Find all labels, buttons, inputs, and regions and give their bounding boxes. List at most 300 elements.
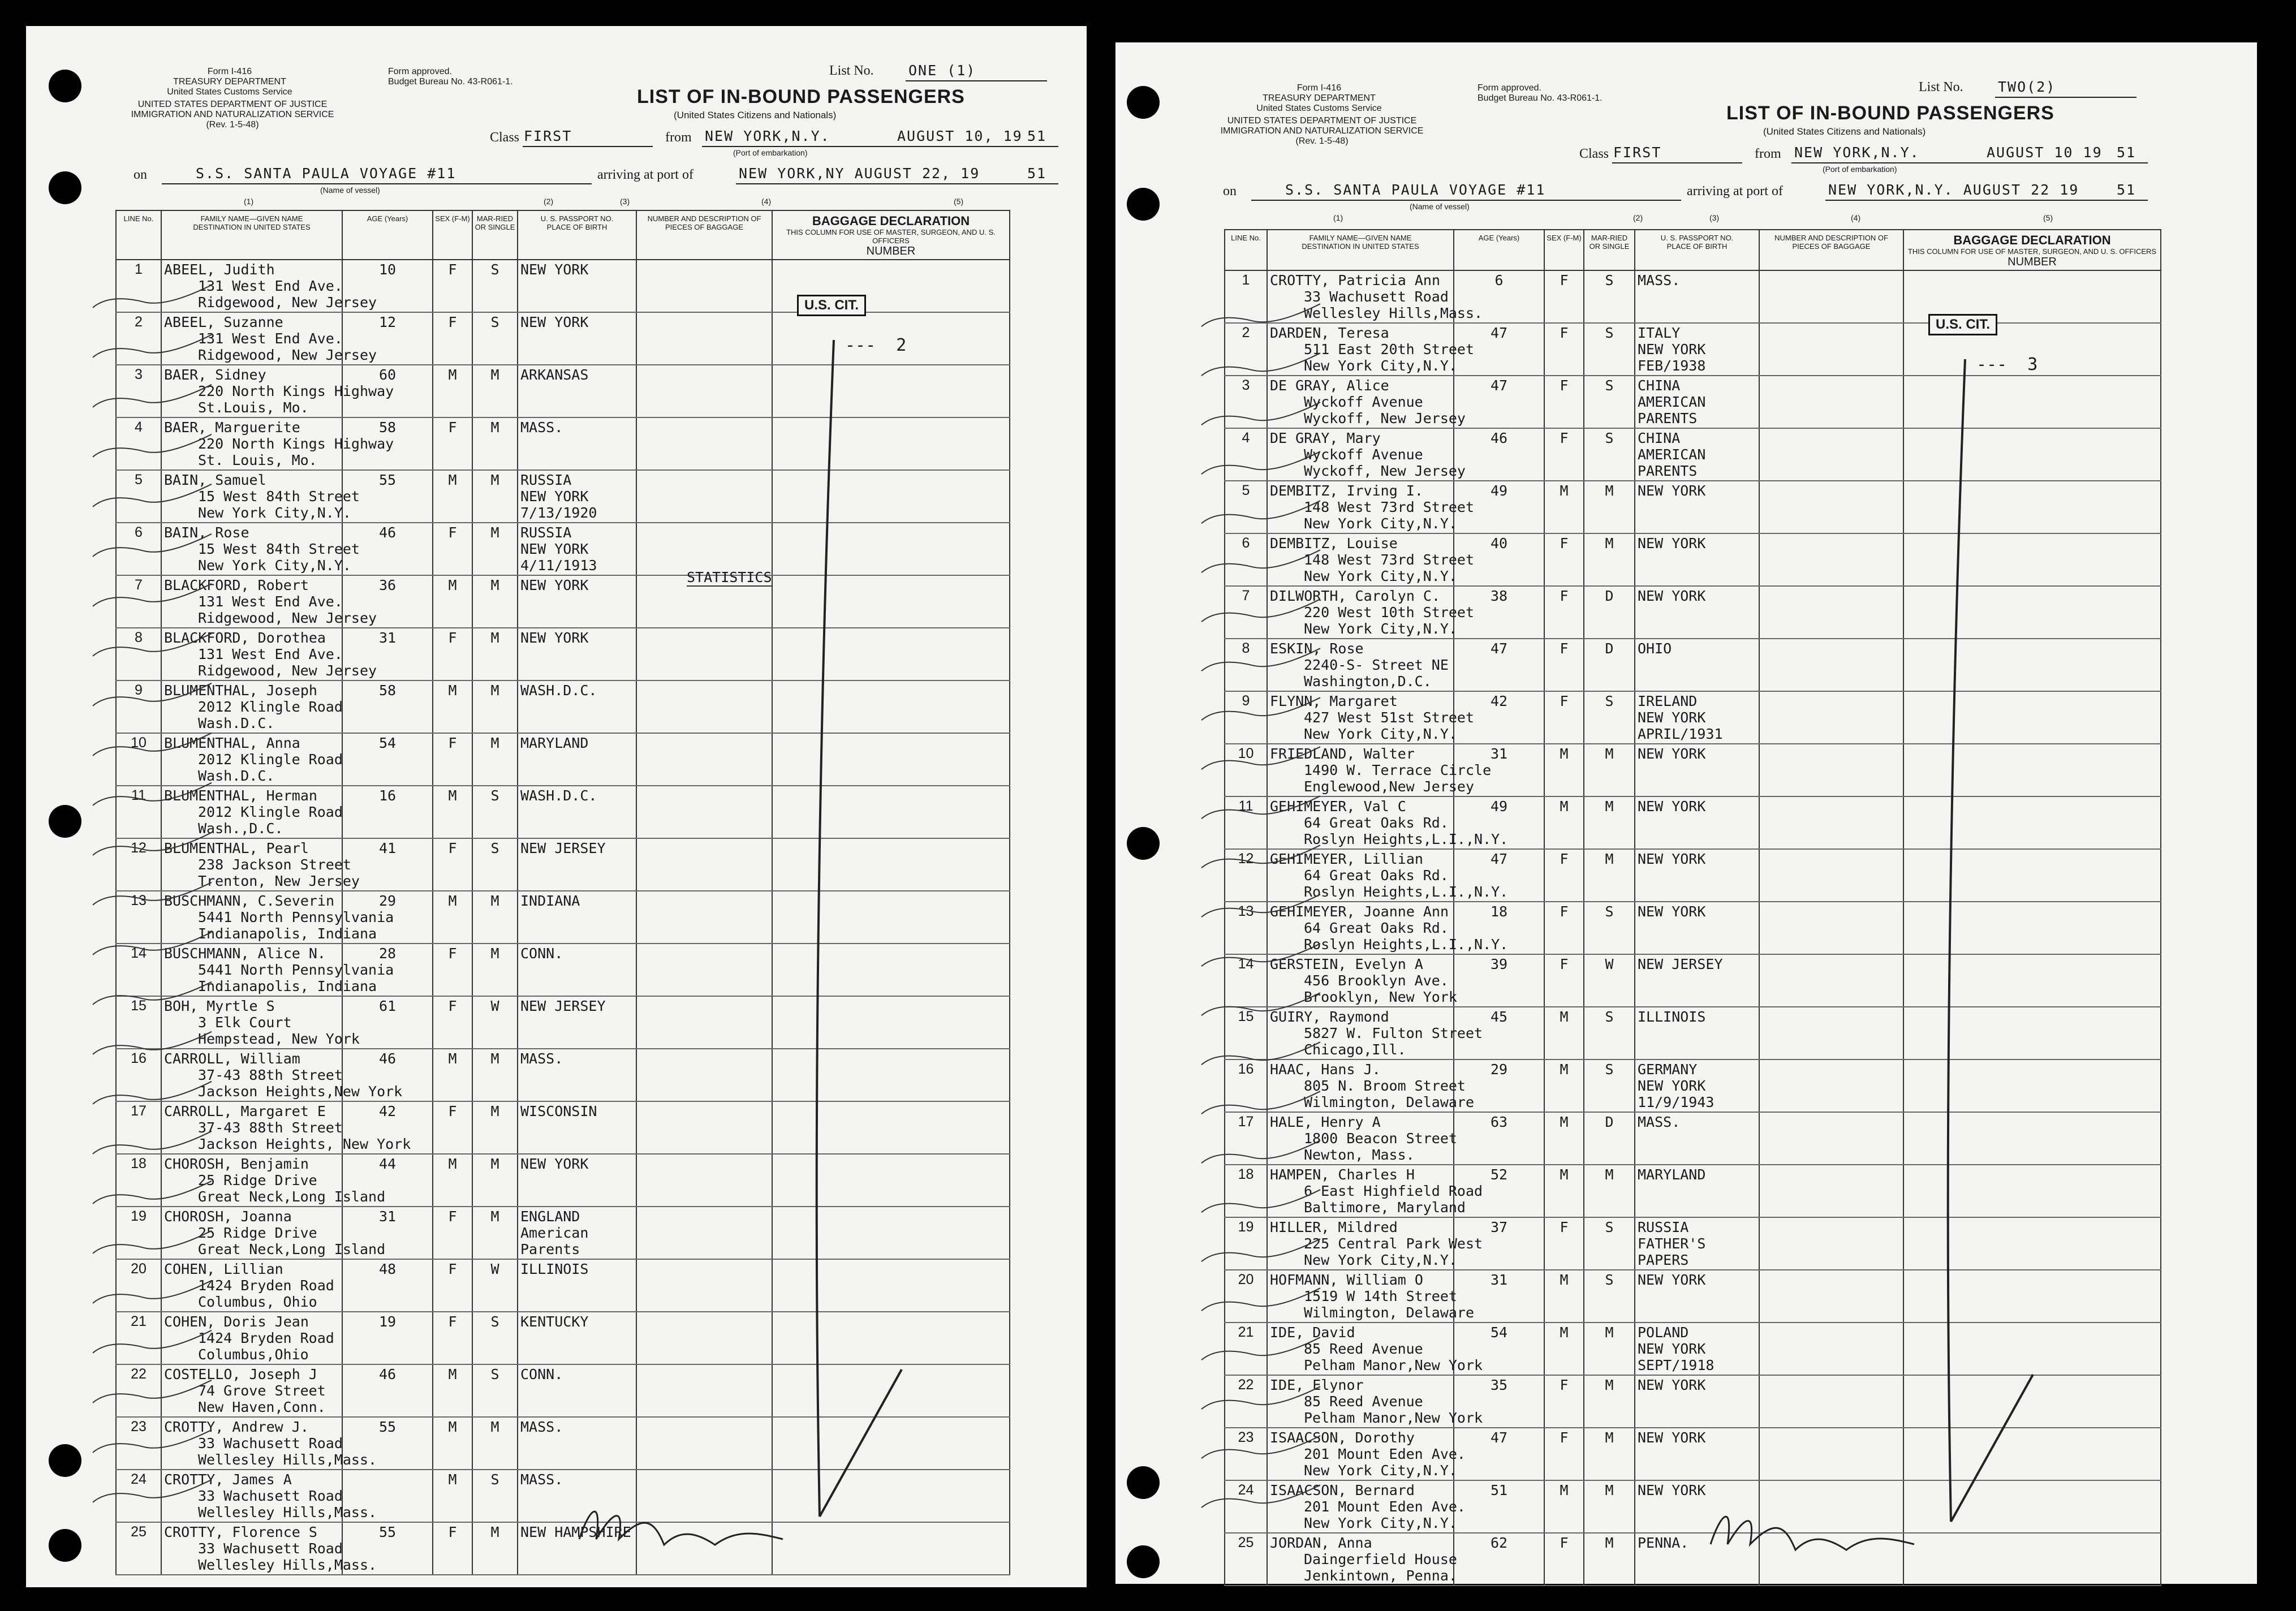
column-number-4: (4) (1851, 213, 1861, 222)
form-id-block (156, 67, 303, 97)
baggage-cell (1759, 691, 1903, 744)
sex-cell: F (433, 1101, 472, 1154)
address-city: Roslyn Heights,L.I.,N.Y. (1304, 884, 1509, 900)
sex-cell: F (1544, 323, 1584, 376)
marital-status-cell: M (472, 1522, 518, 1575)
sex-cell: M (1544, 1165, 1584, 1217)
sex-cell: M (433, 1364, 472, 1417)
marital-status-cell: M (472, 523, 518, 575)
line-number: 12 (116, 838, 161, 891)
departure-date: AUGUST 10, 19 (897, 128, 1023, 144)
birthplace-cell: NEW YORK (518, 1154, 636, 1207)
binder-hole (1127, 1466, 1160, 1499)
passenger-row (1225, 796, 2161, 849)
baggage-cell (636, 1470, 772, 1522)
passenger-row (116, 1364, 1010, 1417)
declaration-number: NUMBER (2008, 256, 2057, 268)
baggage-cell (636, 1049, 772, 1101)
name-destination-cell (1267, 376, 1466, 428)
arrival-line (736, 183, 1058, 184)
baggage-cell (1759, 639, 1903, 691)
declaration-cell (772, 1417, 1010, 1470)
line-number: 10 (116, 733, 161, 786)
address-city: Washington,D.C. (1304, 673, 1432, 690)
address-city: New York City,N.Y. (198, 505, 351, 521)
address-street: 74 Grove Street (198, 1382, 326, 1399)
line-number: 4 (1225, 428, 1267, 481)
declaration-cell (772, 733, 1010, 786)
age-cell: 42 (342, 1101, 433, 1154)
address-street: 148 West 73rd Street (1304, 499, 1475, 515)
marital-status-cell: S (1584, 270, 1635, 323)
binder-hole (49, 70, 81, 102)
address-street: 131 West End Ave. (198, 330, 343, 347)
address-city: Baltimore, Maryland (1304, 1199, 1466, 1216)
sex-cell: F (1544, 1533, 1584, 1586)
age-cell: 19 (342, 1312, 433, 1364)
declaration-cell (772, 944, 1010, 996)
declaration-cell (1903, 1112, 2161, 1165)
age-cell: 58 (342, 680, 433, 733)
table-header-row (1225, 230, 2161, 270)
passenger-row (1225, 586, 2161, 639)
marital-status-cell: S (1584, 376, 1635, 428)
declaration-cell (772, 1522, 1010, 1575)
baggage-cell (1759, 376, 1903, 428)
declaration-cell (1903, 428, 2161, 481)
name-destination-cell (161, 523, 360, 575)
address-city: Pelham Manor,New York (1304, 1410, 1483, 1426)
passenger-name: CARROLL, Margaret E (164, 1103, 326, 1119)
birthplace-cell: NEW YORK (1635, 796, 1759, 849)
address-street: 201 Mount Eden Ave. (1304, 1446, 1466, 1462)
address-city: Chicago,Ill. (1304, 1041, 1406, 1058)
baggage-cell (636, 733, 772, 786)
passenger-name: FRIEDLAND, Walter (1270, 746, 1415, 762)
line-number: 22 (1225, 1375, 1267, 1428)
marital-status-cell: S (1584, 1270, 1635, 1323)
line-number: 23 (1225, 1428, 1267, 1480)
binder-hole (1127, 827, 1160, 860)
passenger-name: ESKIN, Rose (1270, 640, 1364, 657)
address-city: Pelham Manor,New York (1304, 1357, 1483, 1373)
address-street: 2012 Klingle Road (198, 804, 343, 820)
address-city: New York City,N.Y. (1304, 515, 1457, 532)
declaration-cell (772, 838, 1010, 891)
vessel-line (162, 183, 592, 184)
birthplace-cell: NEW YORK (1635, 744, 1759, 796)
birthplace-cell: GERMANY NEW YORK 11/9/1943 (1635, 1059, 1759, 1112)
line-number: 19 (116, 1207, 161, 1259)
list-number-label: List No. (829, 63, 874, 78)
age-cell: 47 (1454, 1428, 1544, 1480)
header-passport-birth: U. S. PASSPORT NO. PLACE OF BIRTH (518, 210, 636, 260)
name-destination-cell (1267, 639, 1454, 691)
birthplace-cell: NEW YORK (518, 575, 636, 628)
line-number: 18 (116, 1154, 161, 1207)
name-destination-cell (1267, 428, 1466, 481)
passenger-name: DILWORTH, Carolyn C. (1270, 588, 1441, 604)
sex-cell: M (433, 680, 472, 733)
sex-cell: F (433, 312, 472, 365)
column-number-1: (1) (244, 197, 254, 206)
line-number: 17 (1225, 1112, 1267, 1165)
sex-cell: F (1544, 533, 1584, 586)
from-line (1791, 162, 2148, 163)
marital-status-cell: W (472, 996, 518, 1049)
address-city: Ridgewood, New Jersey (198, 610, 377, 626)
marital-status-cell: M (472, 680, 518, 733)
name-destination-cell (1267, 533, 1475, 586)
line-number: 24 (116, 1470, 161, 1522)
marital-status-cell: M (472, 1101, 518, 1154)
line-number: 20 (116, 1259, 161, 1312)
port-of-embarkation: NEW YORK,N.Y. (705, 128, 830, 144)
page-subtitle: (United States Citizens and Nationals) (674, 110, 837, 120)
line-number: 10 (1225, 744, 1267, 796)
age-cell: 31 (1454, 744, 1544, 796)
address-city: Ridgewood, New Jersey (198, 347, 377, 363)
declaration-cell (1903, 1217, 2161, 1270)
birthplace-cell: NEW YORK (1635, 849, 1759, 902)
declaration-cell (1903, 586, 2161, 639)
sex-cell: F (1544, 1428, 1584, 1480)
passenger-name: JORDAN, Anna (1270, 1535, 1372, 1551)
address-street: 85 Reed Avenue (1304, 1341, 1423, 1357)
name-destination-cell (1267, 1480, 1466, 1533)
baggage-cell (636, 417, 772, 470)
passenger-row (1225, 954, 2161, 1007)
birthplace-cell: NEW YORK (1635, 586, 1759, 639)
sex-cell: M (433, 1049, 472, 1101)
sex-cell: M (433, 1154, 472, 1207)
baggage-count-mark: --- 2 (845, 335, 907, 355)
name-destination-cell (161, 1522, 377, 1575)
baggage-cell (1759, 323, 1903, 376)
birthplace-cell: NEW YORK (1635, 1270, 1759, 1323)
passenger-name: CROTTY, Patricia Ann (1270, 272, 1441, 288)
on-label: on (133, 167, 147, 182)
marital-status-cell: S (1584, 323, 1635, 376)
marital-status-cell: D (1584, 1112, 1635, 1165)
sex-cell: M (433, 891, 472, 944)
address-city: Jackson Heights, New York (198, 1136, 411, 1152)
age-cell: 49 (1454, 481, 1544, 533)
marital-status-cell: S (472, 312, 518, 365)
birthplace-cell: NEW YORK (1635, 1480, 1759, 1533)
marital-status-cell: S (1584, 902, 1635, 954)
age-cell: 60 (342, 365, 433, 417)
sex-cell: F (433, 1522, 472, 1575)
baggage-cell (636, 1312, 772, 1364)
passenger-row (1225, 1270, 2161, 1323)
baggage-cell (636, 996, 772, 1049)
customs-service: United States Customs Service (167, 87, 292, 97)
passenger-row (1225, 428, 2161, 481)
sex-cell: M (433, 575, 472, 628)
passenger-row (116, 733, 1010, 786)
passenger-name: DARDEN, Teresa (1270, 325, 1389, 341)
passenger-name: GEHIMEYER, Lillian (1270, 851, 1423, 867)
line-number: 19 (1225, 1217, 1267, 1270)
passenger-name: BLUMENTHAL, Herman (164, 787, 317, 804)
address-city: Roslyn Heights,L.I.,N.Y. (1304, 936, 1509, 953)
age-cell: 39 (1454, 954, 1544, 1007)
name-destination-cell (161, 838, 360, 891)
sex-cell: F (1544, 586, 1584, 639)
baggage-cell (636, 470, 772, 523)
header-passport-birth: U. S. PASSPORT NO. PLACE OF BIRTH (1635, 230, 1759, 270)
name-destination-cell (1267, 1375, 1483, 1428)
line-number: 22 (116, 1364, 161, 1417)
marital-status-cell: S (472, 1312, 518, 1364)
age-cell: 47 (1454, 639, 1544, 691)
address-street: 805 N. Broom Street (1304, 1078, 1466, 1094)
passenger-name: FLYNN, Margaret (1270, 693, 1398, 709)
line-number: 25 (116, 1522, 161, 1575)
baggage-cell (1759, 744, 1903, 796)
address-city: Wellesley Hills,Mass. (198, 1451, 377, 1468)
sex-cell: M (1544, 1112, 1584, 1165)
birthplace-cell: MASS. (518, 1470, 636, 1522)
passenger-row (1225, 1059, 2161, 1112)
declaration-cell (1903, 691, 2161, 744)
marital-status-cell: M (1584, 1323, 1635, 1375)
marital-status-cell: M (1584, 1480, 1635, 1533)
passenger-row (116, 680, 1010, 733)
baggage-cell (636, 1417, 772, 1470)
age-cell: 46 (1454, 428, 1544, 481)
birthplace-cell: ITALY NEW YORK FEB/1938 (1635, 323, 1759, 376)
age-cell: 40 (1454, 533, 1544, 586)
marital-status-cell: M (1584, 1533, 1635, 1586)
address-street: 2240-S- Street NE (1304, 657, 1449, 673)
address-street: 2012 Klingle Road (198, 699, 343, 715)
age-cell: 51 (1454, 1480, 1544, 1533)
address-city: New Haven,Conn. (198, 1399, 326, 1415)
birthplace-cell: NEW YORK (518, 260, 636, 312)
name-destination-cell (161, 260, 377, 312)
baggage-cell (1759, 1270, 1903, 1323)
marital-status-cell: S (1584, 428, 1635, 481)
name-destination-cell (161, 575, 377, 628)
declaration-cell (772, 1101, 1010, 1154)
budget-bureau-number: Budget Bureau No. 43-R061-1. (1477, 93, 1603, 103)
treasury-department: TREASURY DEPARTMENT (1263, 93, 1376, 103)
column-number-2: (2) (1633, 213, 1643, 222)
age-cell: 18 (1454, 902, 1544, 954)
birthplace-cell: MASS. (518, 1049, 636, 1101)
department-of-justice: UNITED STATES DEPARTMENT OF JUSTICE (137, 100, 328, 109)
passenger-name: HILLER, Mildred (1270, 1219, 1398, 1235)
passenger-table (1224, 229, 2161, 1586)
passenger-row (116, 628, 1010, 680)
declaration-cell (1903, 1165, 2161, 1217)
marital-status-cell: W (1584, 954, 1635, 1007)
address-city: New York City,N.Y. (1304, 621, 1457, 637)
column-number-3: (3) (1709, 213, 1720, 222)
vessel-caption: (Name of vessel) (320, 186, 380, 195)
vessel-name: S.S. SANTA PAULA VOYAGE #11 (196, 165, 456, 182)
treasury-department: TREASURY DEPARTMENT (173, 77, 286, 87)
port-embark-caption: (Port of embarkation) (1823, 165, 1897, 174)
list-number: TWO(2) (1998, 79, 2056, 95)
marital-status-cell: M (1584, 1165, 1635, 1217)
name-destination-cell (1267, 954, 1457, 1007)
address-city: New York City,N.Y. (1304, 568, 1457, 584)
declaration-cell (772, 1470, 1010, 1522)
birthplace-cell: MARYLAND (518, 733, 636, 786)
baggage-cell (636, 365, 772, 417)
name-destination-cell (1267, 1270, 1475, 1323)
age-cell: 29 (1454, 1059, 1544, 1112)
passenger-name: BOH, Myrtle S (164, 998, 275, 1014)
line-number: 1 (1225, 270, 1267, 323)
birthplace-cell: WISCONSIN (518, 1101, 636, 1154)
sex-cell: F (1544, 849, 1584, 902)
binder-hole (49, 805, 81, 838)
passenger-name: BAIN, Samuel (164, 472, 266, 488)
address-city: Ridgewood, New Jersey (198, 662, 377, 679)
baggage-cell (1759, 1480, 1903, 1533)
marital-status-cell: M (472, 417, 518, 470)
column-number-1: (1) (1333, 213, 1343, 222)
declaration-cell (1903, 639, 2161, 691)
birthplace-cell: NEW YORK (1635, 1375, 1759, 1428)
address-city: New York City,N.Y. (1304, 1515, 1457, 1531)
passenger-row (1225, 533, 2161, 586)
customs-service: United States Customs Service (1256, 104, 1382, 113)
declaration-cell (1903, 744, 2161, 796)
us-citizen-stamp: U.S. CIT. (1928, 314, 1997, 335)
declaration-cell (772, 628, 1010, 680)
header-line-no: LINE No. (1225, 230, 1267, 270)
passenger-row (116, 1417, 1010, 1470)
baggage-cell (1759, 428, 1903, 481)
header-baggage: NUMBER AND DESCRIPTION OF PIECES OF BAGGAGE (636, 210, 772, 260)
age-cell: 36 (342, 575, 433, 628)
passenger-name: CARROLL, William (164, 1050, 300, 1067)
header-name-destination: FAMILY NAME—GIVEN NAME DESTINATION IN UNITED STATES (161, 210, 342, 260)
header-married: MAR-RIED OR SINGLE (1584, 230, 1635, 270)
birthplace-cell: NEW HAMPSHIRE (518, 1522, 636, 1575)
class-label: Class (490, 130, 520, 145)
passenger-name: BAER, Marguerite (164, 419, 300, 436)
line-number: 15 (1225, 1007, 1267, 1059)
marital-status-cell: D (1584, 639, 1635, 691)
address-city: New York City,N.Y. (1304, 726, 1457, 742)
age-cell: 38 (1454, 586, 1544, 639)
class-value: FIRST (524, 128, 572, 144)
address-street: Daingerfield House (1304, 1551, 1457, 1567)
name-destination-cell (161, 733, 342, 786)
declaration-cell (1903, 1480, 2161, 1533)
sex-cell: F (433, 1259, 472, 1312)
column-number-3: (3) (620, 197, 630, 206)
line-number: 8 (1225, 639, 1267, 691)
age-cell: 6 (1454, 270, 1544, 323)
line-number: 9 (116, 680, 161, 733)
declaration-cell (772, 680, 1010, 733)
passenger-row (116, 944, 1010, 996)
passenger-row (1225, 1217, 2161, 1270)
address-street: 1490 W. Terrace Circle (1304, 762, 1492, 778)
passenger-name: ISAACSON, Dorothy (1270, 1429, 1415, 1446)
age-cell: 41 (342, 838, 433, 891)
port-of-embarkation: NEW YORK,N.Y. (1794, 144, 1920, 161)
passenger-name: IDE, Elynor (1270, 1377, 1364, 1393)
baggage-cell (1759, 481, 1903, 533)
birthplace-cell: NEW JERSEY (518, 838, 636, 891)
baggage-cell (1759, 796, 1903, 849)
name-destination-cell (161, 312, 377, 365)
declaration-cell (1903, 849, 2161, 902)
passenger-row (116, 417, 1010, 470)
line-number: 15 (116, 996, 161, 1049)
address-street: 33 Wachusett Road (1304, 288, 1449, 305)
passenger-name: HOFMANN, William O (1270, 1272, 1423, 1288)
name-destination-cell (161, 786, 342, 838)
address-street: 25 Ridge Drive (198, 1225, 317, 1241)
birthplace-cell: NEW JERSEY (518, 996, 636, 1049)
passenger-row (1225, 1112, 2161, 1165)
name-destination-cell (1267, 270, 1483, 323)
header-age: AGE (Years) (1454, 230, 1544, 270)
passenger-row (116, 1154, 1010, 1207)
address-street: 511 East 20th Street (1304, 341, 1475, 357)
declaration-cell (1903, 1270, 2161, 1323)
passenger-name: ABEEL, Judith (164, 261, 275, 278)
declaration-cell (1903, 954, 2161, 1007)
line-number: 5 (116, 470, 161, 523)
address-street: Wyckoff Avenue (1304, 394, 1423, 410)
binder-hole (49, 1444, 81, 1477)
declaration-cell (772, 417, 1010, 470)
passenger-row (1225, 639, 2161, 691)
passenger-name: DEMBITZ, Irving I. (1270, 483, 1423, 499)
passenger-name: GERSTEIN, Evelyn A (1270, 956, 1423, 972)
arrival-year: 51 (2117, 182, 2136, 198)
line-number: 11 (116, 786, 161, 838)
address-street: 15 West 84th Street (198, 541, 360, 557)
sex-cell: F (1544, 270, 1584, 323)
baggage-cell (1759, 954, 1903, 1007)
address-city: Wyckoff, New Jersey (1304, 463, 1466, 479)
passenger-name: CHOROSH, Joanna (164, 1208, 292, 1225)
name-destination-cell (1267, 1533, 1457, 1586)
line-number: 25 (1225, 1533, 1267, 1586)
header-declaration (772, 210, 1010, 260)
marital-status-cell: M (472, 1049, 518, 1101)
sex-cell: F (433, 628, 472, 680)
passenger-row (116, 1470, 1010, 1522)
sex-cell: M (1544, 1059, 1584, 1112)
on-label: on (1223, 184, 1237, 199)
passenger-row (1225, 270, 2161, 323)
departure-year: 51 (1027, 128, 1047, 144)
sex-cell: F (1544, 1217, 1584, 1270)
baggage-cell (1759, 1165, 1903, 1217)
baggage-cell (636, 260, 772, 312)
passenger-name: DE GRAY, Mary (1270, 430, 1381, 446)
header-line-no: LINE No. (116, 210, 161, 260)
sex-cell: M (1544, 744, 1584, 796)
declaration-cell (1903, 1007, 2161, 1059)
baggage-cell (1759, 1323, 1903, 1375)
sex-cell: F (1544, 691, 1584, 744)
department-of-justice: UNITED STATES DEPARTMENT OF JUSTICE (1227, 116, 1417, 126)
binder-hole (1127, 188, 1160, 221)
